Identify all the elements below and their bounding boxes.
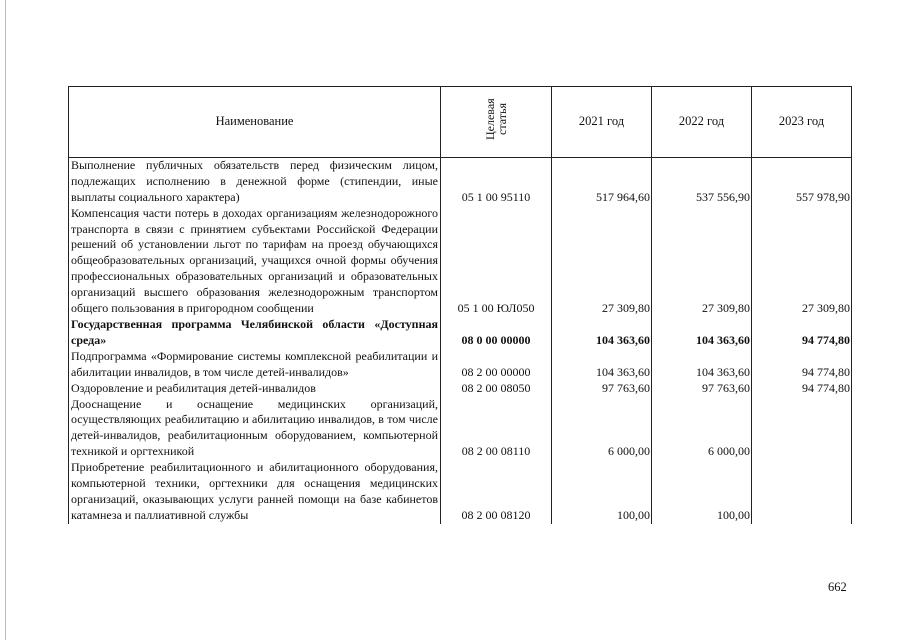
left-margin-rule <box>5 0 6 640</box>
row-2022: 537 556,90 <box>652 157 752 205</box>
table-row <box>69 349 852 381</box>
row-2022: 97 763,60 <box>652 381 752 397</box>
table-row <box>69 397 852 461</box>
header-2023: 2023 год <box>752 87 852 158</box>
row-2022: 100,00 <box>652 460 752 524</box>
row-name: Приобретение реабилитационного и абилитационного оборудования, компьютерной техники, оргтехники для оснащения медицинских организаций, оказывающих услуги ранней помощи на базе кабинетов катамнеза и паллиативной службы <box>69 460 441 524</box>
row-code: 08 2 00 00000 <box>441 349 552 381</box>
budget-table <box>68 86 852 524</box>
table-row <box>69 206 852 317</box>
row-2023: 27 309,80 <box>752 206 852 317</box>
header-2022: 2022 год <box>652 87 752 158</box>
row-code: 08 0 00 00000 <box>441 317 552 349</box>
row-2022: 27 309,80 <box>652 206 752 317</box>
table-row <box>69 157 852 205</box>
row-2023: 94 774,80 <box>752 349 852 381</box>
table-row <box>69 381 852 397</box>
row-name: Выполнение публичных обязательств перед физическим лицом, подлежащих исполнению в денежной форме (стипендии, иные выплаты социального характера) <box>69 157 441 205</box>
header-name: Наименование <box>69 87 441 158</box>
row-code: 08 2 00 08050 <box>441 381 552 397</box>
row-name: Компенсация части потерь в доходах организациям железнодорожного транспорта в связи с принятием субъектами Российской Федерации решений об установлении льгот по тарифам на проезд обучающихся общеобразовательных организаций, учащихся очной формы обучения профессиональных образовательных организаций и образовательных организаций высшего образования железнодорожным транспортом общего пользования в пригородном сообщении <box>69 206 441 317</box>
row-2021: 104 363,60 <box>552 317 652 349</box>
row-code: 05 1 00 95110 <box>441 157 552 205</box>
row-2022: 104 363,60 <box>652 317 752 349</box>
row-code: 05 1 00 ЮЛ050 <box>441 206 552 317</box>
table-header-row <box>69 87 852 158</box>
row-name: Дооснащение и оснащение медицинских организаций, осуществляющих реабилитацию и абилитацию инвалидов, в том числе детей-инвалидов, реабилитационным оборудованием, компьютерной техникой и оргтехникой <box>69 397 441 461</box>
row-name: Подпрограмма «Формирование системы комплексной реабилитации и абилитации инвалидов, в том числе детей-инвалидов» <box>69 349 441 381</box>
row-2021: 97 763,60 <box>552 381 652 397</box>
row-2022: 104 363,60 <box>652 349 752 381</box>
row-code: 08 2 00 08120 <box>441 460 552 524</box>
row-2023: 94 774,80 <box>752 381 852 397</box>
row-2023 <box>752 397 852 461</box>
row-name: Оздоровление и реабилитация детей-инвалидов <box>69 381 441 397</box>
row-name: Государственная программа Челябинской области «Доступная среда» <box>69 317 441 349</box>
table-row-program <box>69 317 852 349</box>
row-2021: 27 309,80 <box>552 206 652 317</box>
table-row <box>69 460 852 524</box>
row-2023: 94 774,80 <box>752 317 852 349</box>
row-2023: 557 978,90 <box>752 157 852 205</box>
header-2021: 2021 год <box>552 87 652 158</box>
row-2021: 6 000,00 <box>552 397 652 461</box>
row-2021: 517 964,60 <box>552 157 652 205</box>
page-number: 662 <box>828 580 847 594</box>
header-target-article-label: Целевая статья <box>483 98 509 141</box>
header-target-article <box>441 87 552 158</box>
row-2023 <box>752 460 852 524</box>
row-2021: 100,00 <box>552 460 652 524</box>
row-code: 08 2 00 08110 <box>441 397 552 461</box>
row-2022: 6 000,00 <box>652 397 752 461</box>
row-2021: 104 363,60 <box>552 349 652 381</box>
